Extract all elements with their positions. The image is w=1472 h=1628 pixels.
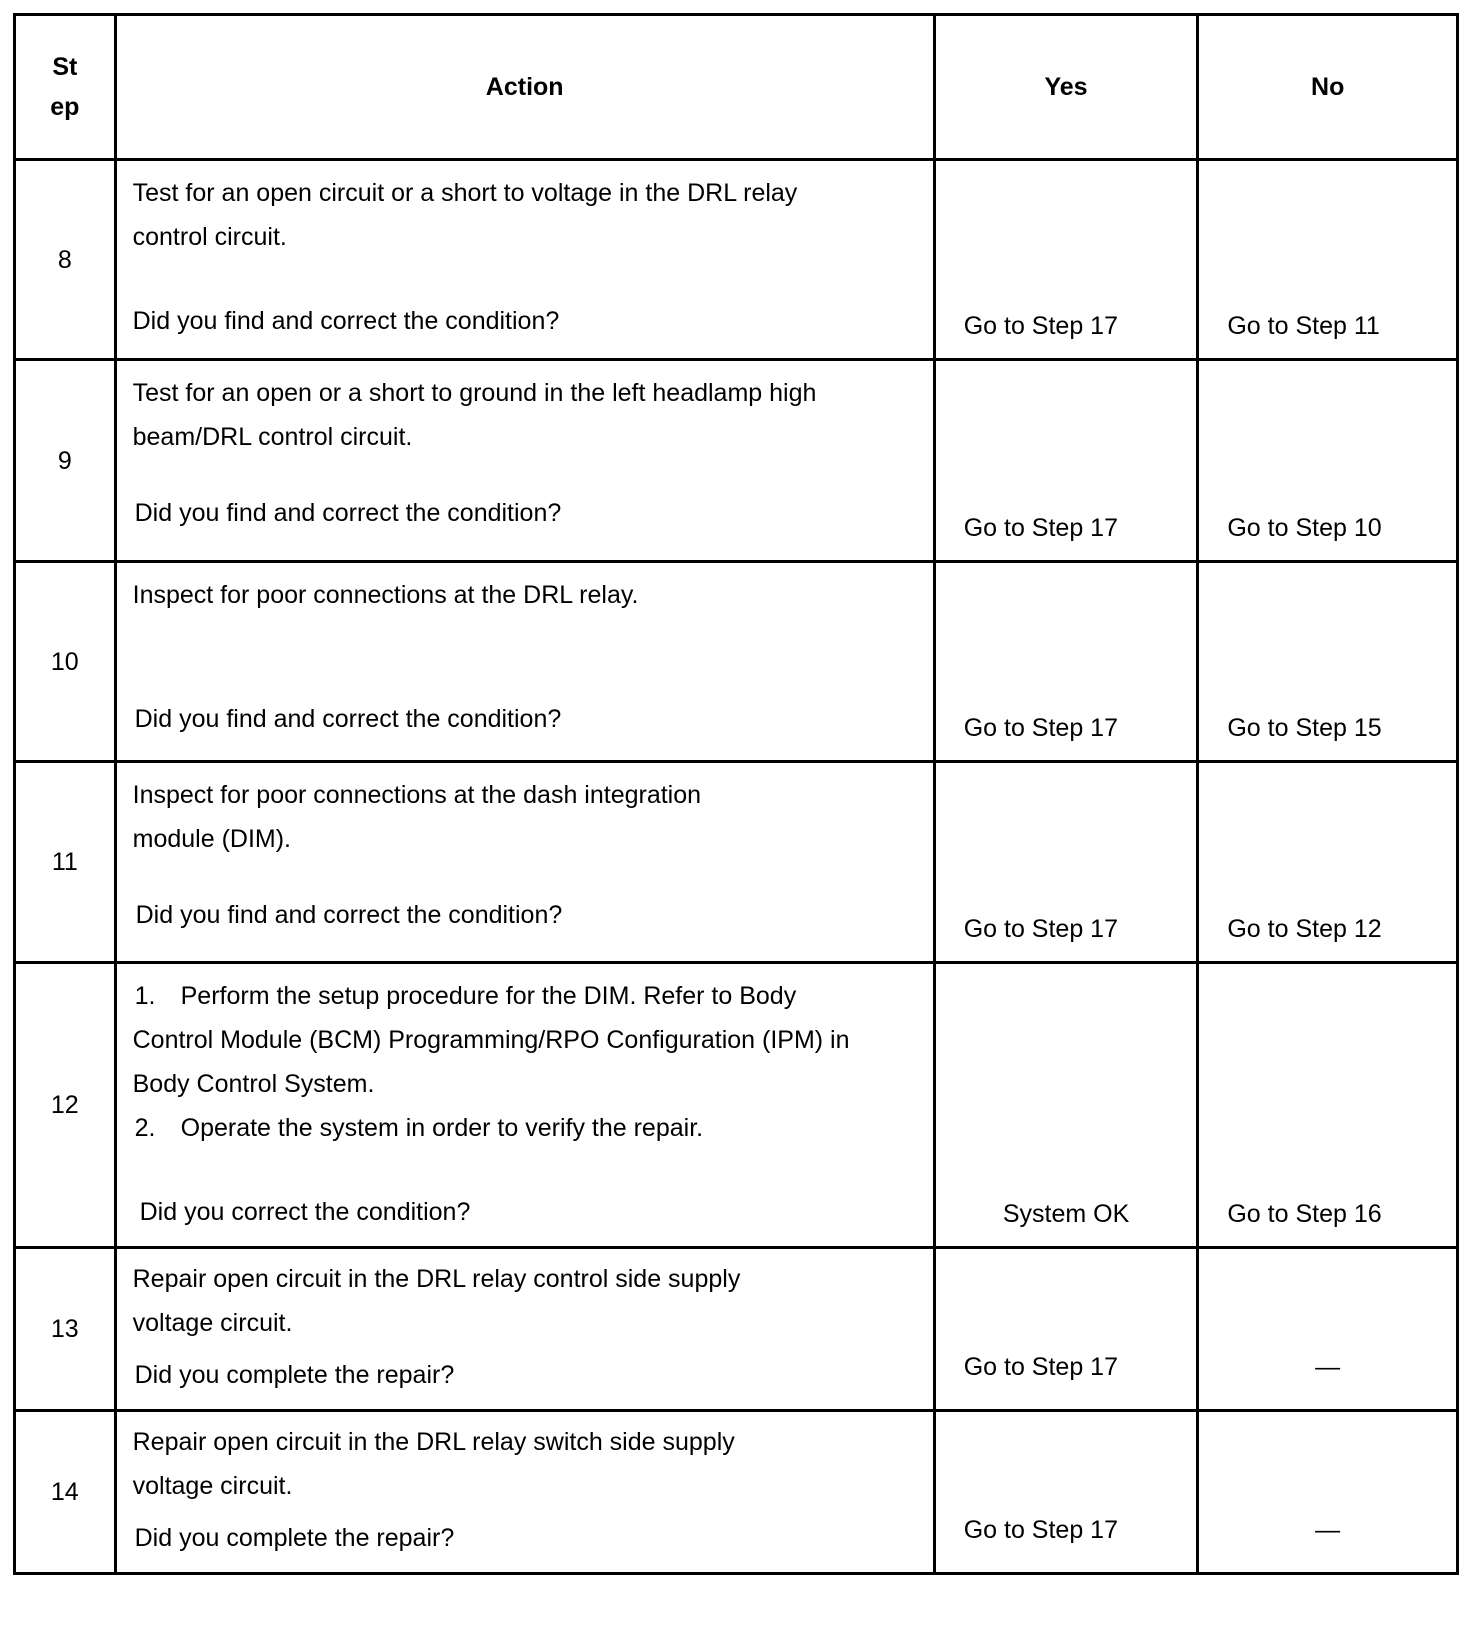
step-number: 11 — [15, 762, 116, 963]
step-number: 10 — [15, 562, 116, 762]
header-no: No — [1198, 15, 1458, 160]
diagnostic-table — [13, 13, 1459, 1575]
table-row — [15, 762, 1458, 963]
action-cell — [115, 1248, 934, 1411]
step-number: 13 — [15, 1248, 116, 1411]
action-cell — [115, 360, 934, 562]
action-text: Repair open circuit in the DRL relay control side supply voltage circuit. — [132, 1265, 741, 1337]
action-text: Repair open circuit in the DRL relay switch side supply voltage circuit. — [132, 1428, 735, 1500]
header-action: Action — [115, 15, 934, 160]
action-question: Did you complete the repair? — [134, 1524, 455, 1552]
no-cell: Go to Step 15 — [1198, 562, 1458, 762]
action-cell — [115, 160, 934, 360]
action-cell — [115, 963, 934, 1248]
yes-cell: Go to Step 17 — [934, 360, 1198, 562]
action-steps-list — [133, 974, 917, 1150]
list-item: 1. Perform the setup procedure for the DIM. Refer to Body Control Module (BCM) Programming/RPO Configuration (IPM) in Body Control System. — [132, 982, 850, 1098]
action-text: Test for an open or a short to ground in the left headlamp high beam/DRL control circuit. — [132, 379, 817, 451]
yes-cell: Go to Step 17 — [934, 1411, 1198, 1574]
action-question: Did you correct the condition? — [139, 1198, 471, 1226]
header-row — [15, 15, 1458, 160]
yes-cell: Go to Step 17 — [934, 562, 1198, 762]
step-number: 8 — [15, 160, 116, 360]
action-cell — [115, 762, 934, 963]
table-row — [15, 360, 1458, 562]
action-text: Inspect for poor connections at the dash integration module (DIM). — [132, 781, 702, 853]
no-cell: — — [1198, 1248, 1458, 1411]
action-text: Inspect for poor connections at the DRL relay. — [132, 581, 639, 609]
action-question: Did you find and correct the condition? — [134, 705, 562, 733]
table-row — [15, 160, 1458, 360]
action-text: Test for an open circuit or a short to voltage in the DRL relay control circuit. — [132, 179, 798, 251]
no-cell: — — [1198, 1411, 1458, 1574]
no-cell: Go to Step 12 — [1198, 762, 1458, 963]
yes-cell: Go to Step 17 — [934, 160, 1198, 360]
table-row — [15, 963, 1458, 1248]
no-cell: Go to Step 16 — [1198, 963, 1458, 1248]
yes-cell: Go to Step 17 — [934, 1248, 1198, 1411]
action-question: Did you find and correct the condition? — [135, 901, 563, 929]
yes-cell: Go to Step 17 — [934, 762, 1198, 963]
list-item: 2. Operate the system in order to verify the repair. — [134, 1114, 704, 1142]
no-cell: Go to Step 10 — [1198, 360, 1458, 562]
step-number: 14 — [15, 1411, 116, 1574]
header-step: St ep — [15, 15, 116, 160]
table-row — [15, 1248, 1458, 1411]
action-question: Did you find and correct the condition? — [134, 499, 562, 527]
yes-cell: System OK — [934, 963, 1198, 1248]
table-row — [15, 562, 1458, 762]
action-question: Did you find and correct the condition? — [132, 307, 560, 335]
table-row — [15, 1411, 1458, 1574]
no-cell: Go to Step 11 — [1198, 160, 1458, 360]
action-cell — [115, 1411, 934, 1574]
step-number: 9 — [15, 360, 116, 562]
action-cell — [115, 562, 934, 762]
step-number: 12 — [15, 963, 116, 1248]
header-yes: Yes — [934, 15, 1198, 160]
action-question: Did you complete the repair? — [134, 1361, 455, 1389]
